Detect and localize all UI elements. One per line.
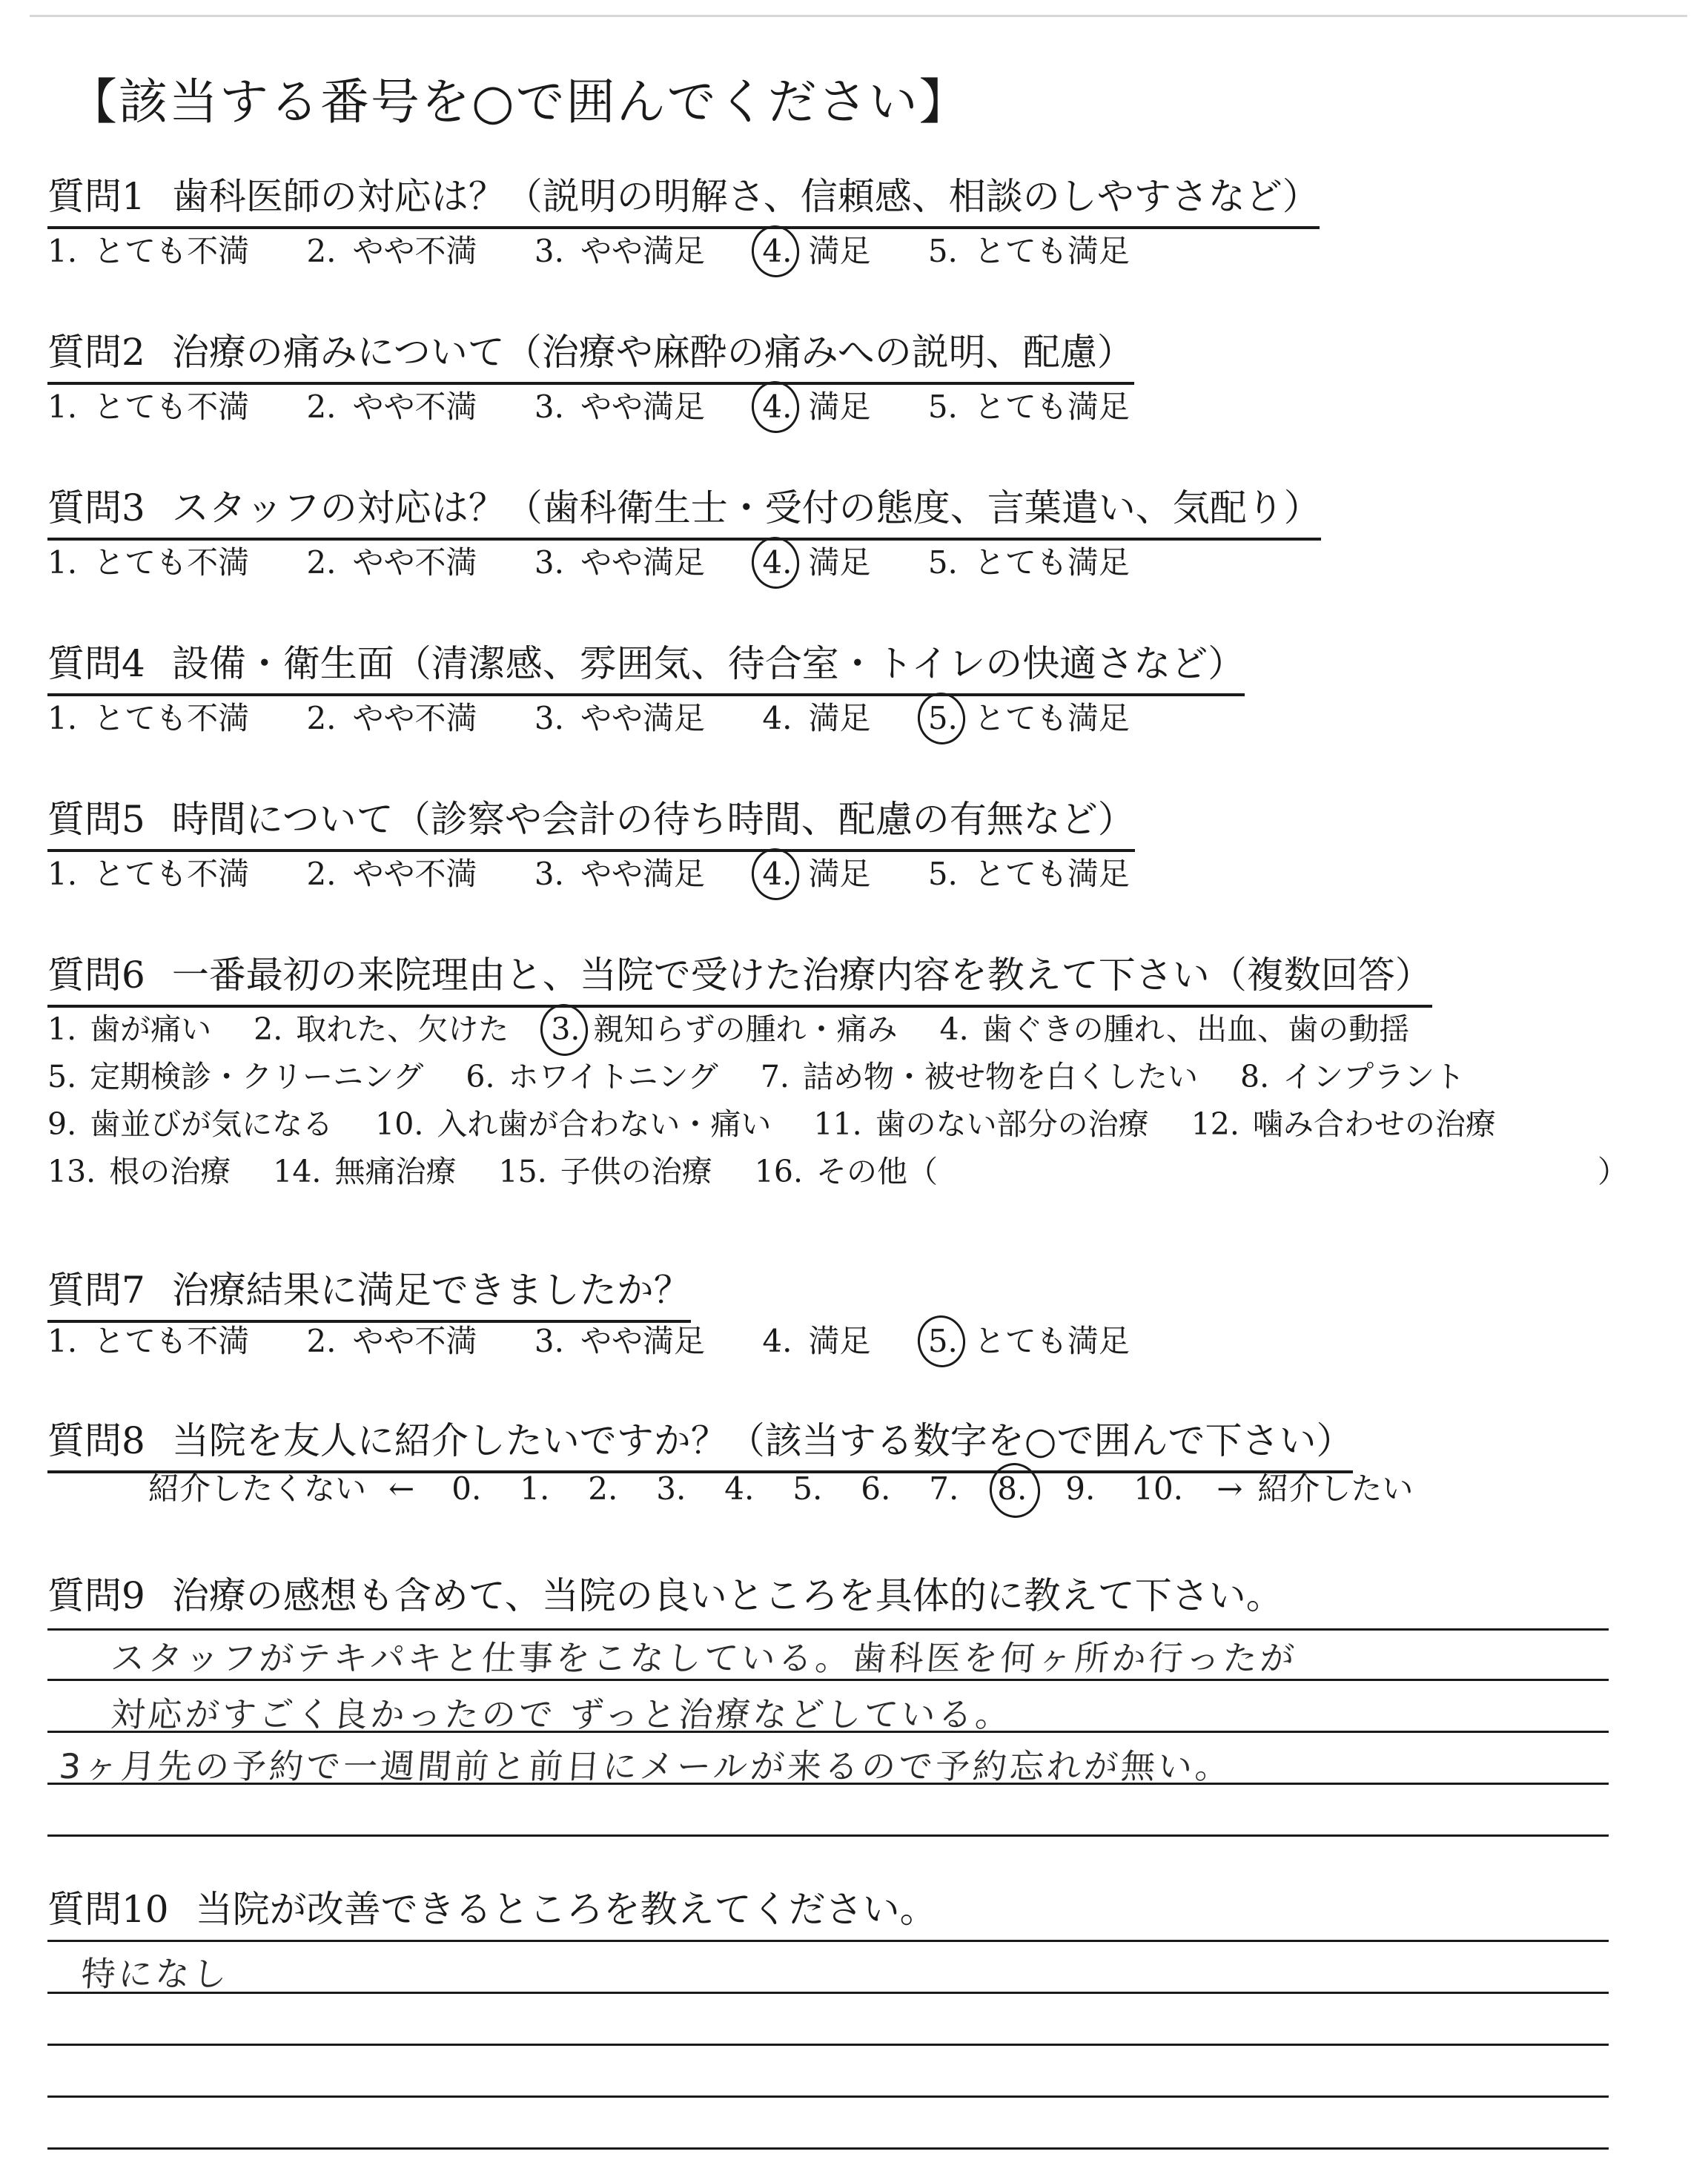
scale-6[interactable]: 6. bbox=[861, 1470, 891, 1507]
question-2-title bbox=[47, 323, 1134, 385]
q6-option-8[interactable]: 8. インプラント bbox=[1240, 1059, 1466, 1094]
q5-option-3[interactable]: 3. やや満足 bbox=[534, 856, 705, 892]
q5-option-1[interactable]: 1. とても不満 bbox=[47, 856, 250, 892]
q10-writing-line bbox=[47, 2147, 1609, 2150]
q4-option-3[interactable]: 3. やや満足 bbox=[534, 700, 705, 736]
q1-option-4-selected[interactable]: 4. 満足 bbox=[762, 233, 871, 269]
question-1-title bbox=[47, 167, 1320, 229]
q7-option-3[interactable]: 3. やや満足 bbox=[534, 1323, 705, 1359]
question-8-number: 質問8 bbox=[47, 1419, 145, 1462]
question-6-options bbox=[47, 1005, 1529, 1195]
q6-option-2[interactable]: 2. 取れた、欠けた bbox=[254, 1011, 509, 1047]
q1-option-2[interactable]: 2. やや不満 bbox=[306, 233, 477, 269]
q6-option-14[interactable]: 14. 無痛治療 bbox=[273, 1154, 457, 1189]
q6-option-9[interactable]: 9. 歯並びが気になる bbox=[47, 1106, 334, 1142]
q4-option-4[interactable]: 4. 満足 bbox=[762, 700, 871, 736]
scale-7[interactable]: 7. bbox=[929, 1470, 959, 1507]
q6-option-1[interactable]: 1. 歯が痛い bbox=[47, 1011, 212, 1047]
q6-option-3-selected[interactable]: 3. 親知らずの腫れ・痛み bbox=[551, 1011, 898, 1047]
question-1-options bbox=[47, 227, 1177, 271]
q9-writing-line bbox=[47, 1834, 1609, 1837]
question-10-title bbox=[47, 1880, 937, 1933]
question-5-title bbox=[47, 790, 1135, 852]
scale-0[interactable]: 0. bbox=[451, 1470, 482, 1507]
question-6-title bbox=[47, 945, 1432, 1008]
q9-writing-line bbox=[47, 1628, 1609, 1631]
q7-option-4[interactable]: 4. 満足 bbox=[762, 1323, 871, 1359]
question-7-text: 治療結果に満足できましたか？ bbox=[171, 1269, 691, 1312]
q6-option-15[interactable]: 15. 子供の治療 bbox=[498, 1154, 712, 1189]
question-5-options bbox=[47, 850, 1177, 894]
q6-option-5[interactable]: 5. 定期検診・クリーニング bbox=[47, 1059, 424, 1094]
q9-answer-line-3[interactable]: 3ヶ月先の予約で一週間前と前日にメールが来るので予約忘れが無い。 bbox=[57, 1746, 1234, 1786]
q2-option-5[interactable]: 5. とても満足 bbox=[927, 389, 1130, 425]
q9-answer-line-1[interactable]: スタッフがテキパキと仕事をこなしている。歯科医を何ヶ所か行ったが bbox=[109, 1638, 1299, 1678]
question-2-text: 治療の痛みについて（治療や麻酔の痛みへの説明、配慮） bbox=[171, 331, 1134, 374]
q2-option-1[interactable]: 1. とても不満 bbox=[47, 389, 250, 425]
page-header: 【該当する番号を○で囲んでください】 bbox=[68, 73, 970, 131]
question-6-number: 質問6 bbox=[47, 954, 145, 997]
scale-left-label: 紹介したくない bbox=[148, 1470, 367, 1507]
q3-option-5[interactable]: 5. とても満足 bbox=[927, 544, 1130, 581]
q6-option-16-other[interactable]: 16. その他（ bbox=[754, 1154, 939, 1189]
q2-option-3[interactable]: 3. やや満足 bbox=[534, 389, 705, 425]
scale-4[interactable]: 4. bbox=[724, 1470, 755, 1507]
question-1-number: 質問1 bbox=[47, 175, 145, 218]
q7-option-2[interactable]: 2. やや不満 bbox=[306, 1323, 477, 1359]
question-5-number: 質問5 bbox=[47, 798, 145, 841]
scale-8-selected[interactable]: 8. bbox=[997, 1470, 1065, 1507]
q1-option-3[interactable]: 3. やや満足 bbox=[534, 233, 705, 269]
question-9-text: 治療の感想も含めて、当院の良いところを具体的に教えて下さい。 bbox=[171, 1574, 1283, 1617]
question-1-text: 歯科医師の対応は？（説明の明解さ、信頼感、相談のしやすさなど） bbox=[171, 175, 1320, 218]
q3-option-3[interactable]: 3. やや満足 bbox=[534, 544, 705, 581]
q5-option-4-selected[interactable]: 4. 満足 bbox=[762, 856, 871, 892]
recommend-scale bbox=[148, 1464, 1413, 1509]
scale-right-label: 紹介したい bbox=[1257, 1470, 1414, 1507]
scale-3[interactable]: 3. bbox=[656, 1470, 686, 1507]
question-10-number: 質問10 bbox=[47, 1888, 169, 1931]
q10-writing-line bbox=[47, 1940, 1609, 1942]
q5-option-2[interactable]: 2. やや不満 bbox=[306, 856, 477, 892]
scale-10[interactable]: 10. bbox=[1133, 1470, 1184, 1507]
q7-option-1[interactable]: 1. とても不満 bbox=[47, 1323, 250, 1359]
q2-option-4-selected[interactable]: 4. 満足 bbox=[762, 389, 871, 425]
q10-writing-line bbox=[47, 2044, 1609, 2046]
right-arrow-icon: → bbox=[1217, 1470, 1243, 1507]
scale-2[interactable]: 2. bbox=[588, 1470, 618, 1507]
question-4-number: 質問4 bbox=[47, 642, 145, 685]
q7-option-5-selected[interactable]: 5. とても満足 bbox=[927, 1323, 1130, 1359]
left-arrow-icon: ← bbox=[388, 1470, 415, 1507]
q2-option-2[interactable]: 2. やや不満 bbox=[306, 389, 477, 425]
question-8-text: 当院を友人に紹介したいですか？（該当する数字を○で囲んで下さい） bbox=[171, 1419, 1354, 1462]
q5-option-5[interactable]: 5. とても満足 bbox=[927, 856, 1130, 892]
question-9-number: 質問9 bbox=[47, 1574, 145, 1617]
q1-option-5[interactable]: 5. とても満足 bbox=[927, 233, 1130, 269]
question-2-number: 質問2 bbox=[47, 331, 145, 374]
q6-other-close-paren: ） bbox=[1598, 1154, 1628, 1189]
q3-option-1[interactable]: 1. とても不満 bbox=[47, 544, 250, 581]
question-7-options bbox=[47, 1317, 1177, 1361]
q9-answer-line-2[interactable]: 対応がすごく良かったので ずっと治療などしている。 bbox=[109, 1694, 1014, 1734]
scale-9[interactable]: 9. bbox=[1065, 1470, 1096, 1507]
q3-option-4-selected[interactable]: 4. 満足 bbox=[762, 544, 871, 581]
question-6-text: 一番最初の来院理由と、当院で受けた治療内容を教えて下さい（複数回答） bbox=[171, 954, 1432, 997]
q10-writing-line bbox=[47, 2095, 1609, 2098]
question-10-text: 当院が改善できるところを教えてください。 bbox=[195, 1888, 937, 1931]
question-7-title bbox=[47, 1261, 691, 1323]
q6-option-13[interactable]: 13. 根の治療 bbox=[47, 1154, 231, 1189]
q4-option-5-selected[interactable]: 5. とても満足 bbox=[927, 700, 1130, 736]
question-3-options bbox=[47, 538, 1177, 583]
q6-option-6[interactable]: 6. ホワイトニング bbox=[466, 1059, 718, 1094]
q10-answer-line-1[interactable]: 特になし bbox=[79, 1954, 231, 1994]
q6-option-4[interactable]: 4. 歯ぐきの腫れ、出血、歯の動揺 bbox=[939, 1011, 1410, 1047]
scale-1[interactable]: 1. bbox=[520, 1470, 550, 1507]
q3-option-2[interactable]: 2. やや不満 bbox=[306, 544, 477, 581]
q6-option-11[interactable]: 11. 歯のない部分の治療 bbox=[813, 1106, 1149, 1142]
scale-5[interactable]: 5. bbox=[792, 1470, 823, 1507]
q4-option-2[interactable]: 2. やや不満 bbox=[306, 700, 477, 736]
question-3-title bbox=[47, 478, 1321, 541]
top-rule bbox=[30, 15, 1687, 17]
q6-option-7[interactable]: 7. 詰め物・被せ物を白くしたい bbox=[760, 1059, 1198, 1094]
q1-option-1[interactable]: 1. とても不満 bbox=[47, 233, 250, 269]
question-3-text: スタッフの対応は？（歯科衛生士・受付の態度、言葉遣い、気配り） bbox=[171, 486, 1321, 529]
q10-writing-line bbox=[47, 1992, 1609, 1994]
question-4-options bbox=[47, 694, 1177, 739]
q6-option-10[interactable]: 10. 入れ歯が合わない・痛い bbox=[375, 1106, 772, 1142]
question-4-text: 設備・衛生面（清潔感、雰囲気、待合室・トイレの快適さなど） bbox=[171, 642, 1245, 685]
question-3-number: 質問3 bbox=[47, 486, 145, 529]
question-2-options bbox=[47, 383, 1177, 427]
question-9-title bbox=[47, 1566, 1283, 1619]
q4-option-1[interactable]: 1. とても不満 bbox=[47, 700, 250, 736]
q6-option-12[interactable]: 12. 噛み合わせの治療 bbox=[1191, 1106, 1496, 1142]
question-4-title bbox=[47, 634, 1245, 696]
question-5-text: 時間について（診察や会計の待ち時間、配慮の有無など） bbox=[171, 798, 1135, 841]
question-7-number: 質問7 bbox=[47, 1269, 145, 1312]
